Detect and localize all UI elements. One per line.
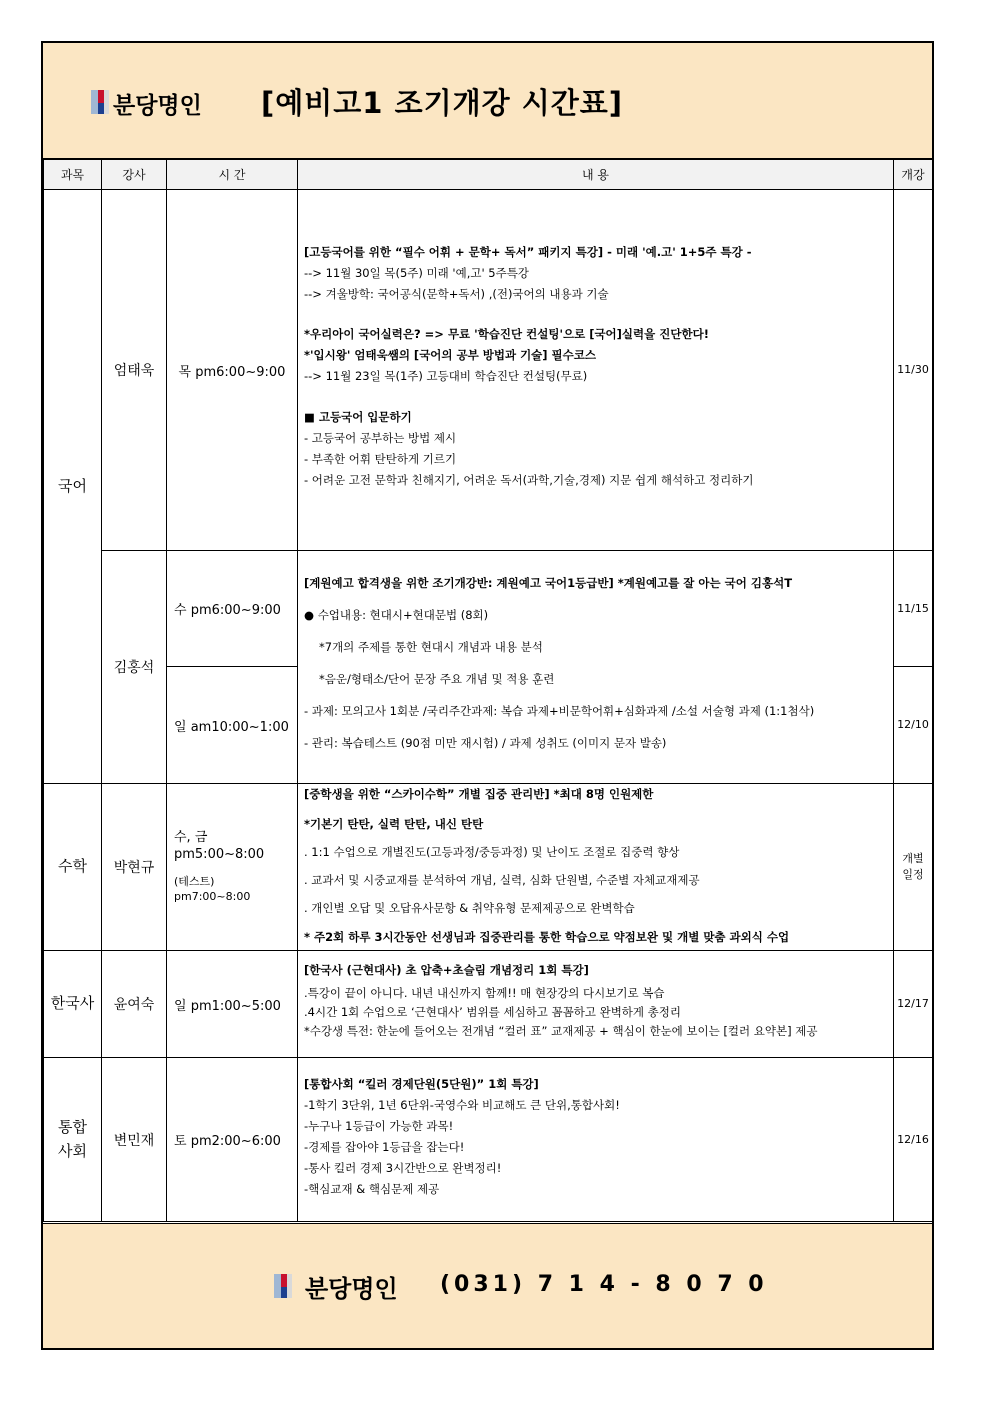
- footer: [43, 1223, 932, 1348]
- content-line: . 교과서 및 시중교재를 분석하여 개념, 실력, 심화 단원별, 수준별 자체교재제공: [304, 873, 700, 887]
- test-label: (테스트): [174, 875, 215, 888]
- class-hours: pm5:00~8:00: [174, 847, 265, 862]
- phone-number: (031) 7 1 4 - 8 0 7 0: [440, 1272, 768, 1297]
- class-time: [167, 784, 298, 951]
- course-heading: [계원예고 합격생을 위한 조기개강반: 계원예고 국어1등급반] *계원예고를 잘 아는 국어 김홍석T: [304, 576, 793, 590]
- content-line: -1학기 3단위, 1년 6단위-국영수와 비교해도 큰 단위,통합사회!: [304, 1098, 620, 1112]
- table-row: [44, 551, 933, 667]
- class-days: 수, 금: [174, 830, 208, 845]
- content-line: *수강생 특전: 한눈에 들어오는 전개념 “컬러 표” 교재제공 + 핵심이 한눈에 보이는 [컬러 요약본] 제공: [304, 1024, 818, 1038]
- course-content: [298, 784, 894, 951]
- content-line: - 어려운 고전 문학과 친해지기, 어려운 독서(과학,기술,경제) 지문 쉽게 해석하고 정리하기: [304, 473, 754, 487]
- content-line: . 1:1 수업으로 개별진도(고등과정/중등과정) 및 난이도 조절로 집중력 향상: [304, 845, 680, 859]
- content-line: - 과제: 모의고사 1회분 /국리주간과제: 복습 과제+비문학어휘+심화과제 /소설 서술형 과제 (1:1첨삭): [304, 704, 815, 718]
- content-line: - 관리: 복습테스트 (90점 미만 재시험) / 과제 성취도 (이미지 문자 발송): [304, 736, 667, 750]
- teacher-name: 김홍석: [102, 551, 167, 784]
- footer-brand-name: 분당명인: [305, 1275, 398, 1303]
- class-time: 목 pm6:00~9:00: [167, 190, 298, 551]
- course-content: [298, 190, 894, 551]
- content-line: - 고등국어 공부하는 방법 제시: [304, 431, 457, 445]
- subject-history: 한국사: [44, 951, 102, 1058]
- content-line: --> 11월 30일 목(5주) 미래 '예,고' 5주특강: [304, 266, 529, 280]
- subject-line: 사회: [58, 1141, 87, 1160]
- start-date: 12/17: [894, 951, 933, 1058]
- table-row: [44, 784, 933, 951]
- content-line: ● 수업내용: 현대시+현대문법 (8회): [304, 608, 489, 622]
- content-line: *'입시왕' 엄태욱쌤의 [국어의 공부 방법과 기술] 필수코스: [304, 348, 596, 362]
- content-line: .특강이 끝이 아니다. 내년 내신까지 함께!! 매 현장강의 다시보기로 복습: [304, 986, 665, 1000]
- content-line: - 부족한 어휘 탄탄하게 기르기: [304, 452, 457, 466]
- start-date: [894, 784, 933, 951]
- header-content: 내 용: [298, 160, 894, 190]
- table-header-row: [44, 160, 933, 190]
- content-line: *7개의 주제를 통한 현대시 개념과 내용 분석: [319, 640, 543, 654]
- teacher-name: 박현규: [102, 784, 167, 951]
- course-heading: [통합사회 “킬러 경제단원(5단원)” 1회 특강]: [304, 1077, 539, 1091]
- teacher-name: 엄태욱: [102, 190, 167, 551]
- content-line: . 개인별 오답 및 오답유사문항 & 취약유형 문제제공으로 완벽학습: [304, 901, 635, 915]
- header-subject: 과목: [44, 160, 102, 190]
- start-date: 11/15: [894, 551, 933, 667]
- start-date: 11/30: [894, 190, 933, 551]
- table-row: [44, 190, 933, 551]
- content-line: -경제를 잡아야 1등급을 잡는다!: [304, 1140, 465, 1154]
- header-teacher: 강사: [102, 160, 167, 190]
- content-line: -핵심교재 & 핵심문제 제공: [304, 1182, 440, 1196]
- content-line: *음운/형태소/단어 문장 주요 개념 및 적용 훈련: [319, 672, 555, 686]
- content-line: *기본기 탄탄, 실력 탄탄, 내신 탄탄: [304, 817, 484, 831]
- content-line: *우리아이 국어실력은? => 무료 '학습진단 컨설팅'으로 [국어]실력을 진단한다!: [304, 327, 709, 341]
- teacher-name: 변민재: [102, 1058, 167, 1222]
- course-content: [298, 1058, 894, 1222]
- content-line: --> 겨울방학: 국어공식(문학+독서) ,(전)국어의 내용과 기술: [304, 287, 609, 301]
- class-time: 토 pm2:00~6:00: [167, 1058, 298, 1222]
- course-content: [298, 551, 894, 784]
- brand-logo-icon: [274, 1274, 292, 1298]
- course-heading: [고등국어를 위한 “필수 어휘 + 문학+ 독서” 패키지 특강] - 미래 '예.고' 1+5주 특강 -: [304, 245, 752, 259]
- table-row: [44, 951, 933, 1058]
- timetable-frame: [41, 41, 934, 1350]
- start-date: 12/10: [894, 667, 933, 784]
- schedule-table: [43, 159, 933, 1222]
- class-time: 수 pm6:00~9:00: [167, 551, 298, 667]
- class-time: 일 am10:00~1:00: [167, 667, 298, 784]
- content-line: .4시간 1회 수업으로 ‘근현대사’ 범위를 세심하고 꼼꼼하고 완벽하게 총정리: [304, 1005, 682, 1019]
- course-heading: [한국사 (근현대사) 초 압축+초슬림 개념정리 1회 특강]: [304, 963, 589, 977]
- teacher-name: 윤여숙: [102, 951, 167, 1058]
- header-start: 개강: [894, 160, 933, 190]
- brand-name: 분당명인: [113, 93, 202, 119]
- content-line: -누구나 1등급이 가능한 과목!: [304, 1119, 454, 1133]
- subject-math: 수학: [44, 784, 102, 951]
- start-date: 12/16: [894, 1058, 933, 1222]
- content-line: -통사 킬러 경제 3시간반으로 완벽정리!: [304, 1161, 502, 1175]
- content-line: --> 11월 23일 목(1주) 고등대비 학습진단 컨설팅(무료): [304, 369, 588, 383]
- subject-line: 통합: [58, 1118, 87, 1137]
- content-line: * 주2회 하루 3시간동안 선생님과 집중관리를 통한 학습으로 약점보완 및 개별 맞춤 과외식 수업: [304, 930, 790, 944]
- subject-social: [44, 1058, 102, 1222]
- course-heading: [중학생을 위한 “스카이수학” 개별 집중 관리반] *최대 8명 인원제한: [304, 787, 654, 801]
- page-title: [예비고1 조기개강 시간표]: [261, 86, 624, 120]
- class-time: 일 pm1:00~5:00: [167, 951, 298, 1058]
- content-line: ■ 고등국어 입문하기: [304, 410, 412, 424]
- start-date-line: 개별: [902, 852, 924, 866]
- table-row: [44, 1058, 933, 1222]
- course-content: [298, 951, 894, 1058]
- start-date-line: 일정: [902, 868, 924, 881]
- header-time: 시 간: [167, 160, 298, 190]
- subject-korean: 국어: [44, 190, 102, 784]
- header: [43, 43, 932, 159]
- brand-logo-icon: [91, 90, 109, 114]
- test-hours: pm7:00~8:00: [174, 890, 251, 903]
